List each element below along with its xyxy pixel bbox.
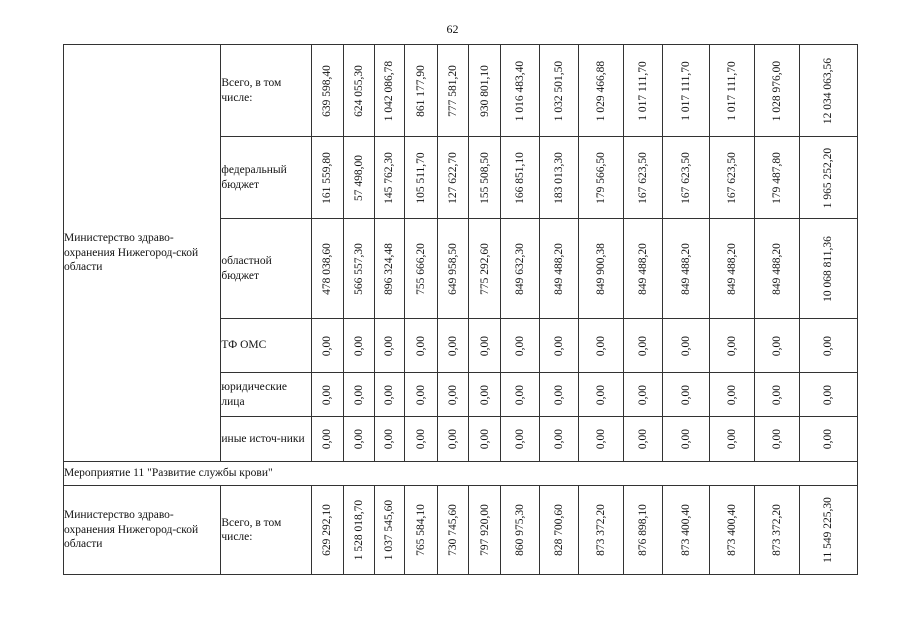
value-text: 775 292,60 [478,242,491,295]
value-text: 861 177,90 [414,64,427,117]
value-text: 860 975,30 [513,504,526,556]
funding-source-cell: Всего, в том числе: [221,45,311,137]
value-text: 873 400,40 [725,504,738,556]
value-cell [540,137,579,219]
value-cell [624,137,663,219]
value-cell [540,319,579,373]
value-text: 1 017 111,70 [679,60,692,121]
value-cell [404,417,437,462]
value-cell [311,486,343,575]
value-cell [540,45,579,137]
value-text: 849 488,20 [770,242,783,295]
value-text: 0,00 [725,428,738,450]
value-cell [374,137,404,219]
value-cell [468,137,500,219]
value-text: 0,00 [822,428,835,450]
value-text: 0,00 [414,428,427,450]
value-text: 167 623,50 [637,151,650,204]
value-cell [754,319,799,373]
value-text: 828 700,60 [553,504,566,556]
value-text: 0,00 [725,335,738,356]
value-cell [343,137,374,219]
value-cell [709,373,754,417]
value-cell [374,373,404,417]
value-cell [468,45,500,137]
value-text: 0,00 [352,384,365,405]
value-cell [754,486,799,575]
value-cell [374,486,404,575]
value-text: 777 581,20 [446,64,459,117]
value-cell [311,45,343,137]
value-cell [709,486,754,575]
value-text: 624 055,30 [352,64,365,117]
value-cell [709,417,754,462]
value-text: 0,00 [320,335,333,356]
value-cell [501,486,540,575]
value-text: 478 038,60 [320,242,333,295]
value-cell [343,319,374,373]
value-text: 873 372,20 [595,504,608,556]
value-text: 896 324,48 [383,242,396,295]
value-cell [501,219,540,319]
funding-source-cell: юридические лица [221,373,311,417]
value-text: 0,00 [679,384,692,405]
value-text: 0,00 [478,335,491,356]
value-cell [799,373,857,417]
value-text: 0,00 [446,428,459,450]
value-cell [579,45,624,137]
value-cell [754,137,799,219]
value-text: 0,00 [595,335,608,356]
value-cell [754,45,799,137]
value-cell [437,373,468,417]
value-text: 12 034 063,56 [822,57,835,124]
funding-source-cell: федеральный бюджет [221,137,311,219]
page-number: 62 [446,22,459,36]
value-cell [579,417,624,462]
value-cell [663,486,709,575]
value-text: 167 623,50 [725,151,738,204]
value-cell [709,45,754,137]
value-cell [468,486,500,575]
budget-table-body [64,45,858,575]
value-text: 1 029 466,88 [595,60,608,121]
value-cell [404,219,437,319]
value-cell [579,373,624,417]
funding-source-cell: ТФ ОМС [221,319,311,373]
value-text: 1 017 111,70 [637,60,650,121]
value-cell [437,486,468,575]
value-text: 849 632,30 [513,242,526,295]
value-cell [343,486,374,575]
value-text: 183 013,30 [553,151,566,204]
value-text: 145 762,30 [383,151,396,204]
value-cell [540,373,579,417]
activity-title: Мероприятие 11 "Развитие службы крови" [64,462,858,486]
value-text: 930 801,10 [478,64,491,117]
value-cell [624,417,663,462]
value-text: 167 623,50 [679,151,692,204]
value-cell [311,219,343,319]
value-text: 161 559,80 [320,151,333,204]
value-cell [709,219,754,319]
value-text: 797 920,00 [478,504,491,556]
value-cell [374,417,404,462]
value-text: 566 557,30 [352,242,365,295]
value-cell [404,137,437,219]
value-text: 0,00 [513,384,526,405]
value-text: 849 488,20 [679,242,692,295]
value-text: 105 511,70 [414,151,427,204]
value-text: 876 898,10 [637,504,650,556]
value-text: 629 292,10 [320,504,333,556]
value-cell [663,373,709,417]
value-cell [468,373,500,417]
value-text: 0,00 [637,428,650,450]
value-cell [663,319,709,373]
value-text: 0,00 [637,384,650,405]
value-text: 873 372,20 [770,504,783,556]
value-cell [343,45,374,137]
value-text: 0,00 [553,384,566,405]
value-cell [579,486,624,575]
value-cell [624,373,663,417]
value-cell [501,137,540,219]
value-cell [343,417,374,462]
value-cell [437,319,468,373]
value-cell [663,137,709,219]
value-text: 0,00 [637,335,650,356]
value-text: 0,00 [478,384,491,405]
activity-row [64,462,858,486]
value-text: 0,00 [383,335,396,356]
value-cell [624,45,663,137]
value-text: 0,00 [725,384,738,405]
value-text: 1 016 483,40 [513,60,526,121]
value-text: 0,00 [352,428,365,450]
value-cell [468,219,500,319]
value-text: 0,00 [383,384,396,405]
value-text: 0,00 [320,384,333,405]
value-cell [579,137,624,219]
value-cell [501,45,540,137]
value-cell [624,219,663,319]
value-cell [540,417,579,462]
value-cell [799,319,857,373]
value-cell [799,137,857,219]
value-cell [374,219,404,319]
value-cell [754,417,799,462]
value-text: 849 900,38 [595,242,608,295]
value-cell [624,319,663,373]
value-cell [468,319,500,373]
value-text: 0,00 [320,428,333,450]
value-cell [501,319,540,373]
value-cell [799,486,857,575]
value-text: 179 487,80 [770,151,783,204]
budget-table [63,44,858,575]
value-text: 1 017 111,70 [725,60,738,121]
value-text: 1 032 501,50 [553,60,566,121]
value-text: 1 965 252,20 [822,147,835,208]
value-cell [404,45,437,137]
value-cell [799,417,857,462]
value-cell [404,486,437,575]
value-text: 0,00 [553,428,566,450]
value-cell [311,319,343,373]
value-cell [311,417,343,462]
value-cell [663,417,709,462]
value-text: 755 666,20 [414,242,427,295]
table-row [64,45,858,137]
value-text: 0,00 [414,384,427,405]
value-cell [709,137,754,219]
value-text: 179 566,50 [595,151,608,204]
value-cell [437,417,468,462]
value-cell [663,219,709,319]
value-cell [501,373,540,417]
value-cell [624,486,663,575]
value-cell [374,45,404,137]
value-text: 10 068 811,36 [822,235,835,302]
value-text: 0,00 [595,384,608,405]
value-cell [754,219,799,319]
value-text: 0,00 [352,335,365,356]
value-text: 639 598,40 [320,64,333,117]
value-cell [540,219,579,319]
value-cell [754,373,799,417]
value-text: 0,00 [513,428,526,450]
value-text: 0,00 [679,335,692,356]
value-text: 0,00 [513,335,526,356]
value-text: 166 851,10 [513,151,526,204]
value-cell [579,219,624,319]
value-text: 0,00 [679,428,692,450]
value-cell [404,319,437,373]
value-cell [501,417,540,462]
value-text: 873 400,40 [679,504,692,556]
value-text: 730 745,60 [446,504,459,556]
value-cell [374,319,404,373]
value-text: 127 622,70 [446,151,459,204]
value-cell [343,373,374,417]
value-text: 0,00 [446,335,459,356]
value-cell [343,219,374,319]
value-text: 0,00 [822,384,835,405]
value-text: 1 028 976,00 [770,60,783,121]
value-text: 0,00 [770,384,783,405]
value-cell [663,45,709,137]
value-cell [437,45,468,137]
value-text: 0,00 [595,428,608,450]
value-text: 1 528 018,70 [352,499,365,561]
value-text: 849 488,20 [637,242,650,295]
value-cell [311,373,343,417]
value-text: 849 488,20 [725,242,738,295]
value-cell [540,486,579,575]
value-text: 0,00 [770,428,783,450]
value-text: 0,00 [553,335,566,356]
value-text: 0,00 [822,335,835,356]
value-text: 155 508,50 [478,151,491,204]
value-cell [437,137,468,219]
value-cell [311,137,343,219]
agency-cell: Министерство здраво-охранения Нижегород-ской области [64,486,221,575]
value-cell [404,373,437,417]
value-text: 0,00 [770,335,783,356]
value-text: 1 037 545,60 [383,499,396,561]
value-text: 0,00 [383,428,396,450]
funding-source-cell: иные источ-ники [221,417,311,462]
value-cell [709,319,754,373]
value-text: 11 549 225,30 [822,497,835,563]
value-text: 649 958,50 [446,242,459,295]
value-text: 0,00 [478,428,491,450]
value-text: 1 042 086,78 [383,60,396,121]
value-text: 57 498,00 [352,154,365,201]
table-row [64,486,858,575]
agency-cell: Министерство здраво-охранения Нижегород-ской области [64,45,221,462]
funding-source-cell: Всего, в том числе: [221,486,311,575]
value-text: 849 488,20 [553,242,566,295]
value-text: 0,00 [414,335,427,356]
value-cell [579,319,624,373]
value-cell [799,45,857,137]
value-text: 0,00 [446,384,459,405]
value-cell [468,417,500,462]
value-cell [437,219,468,319]
value-cell [799,219,857,319]
funding-source-cell: областной бюджет [221,219,311,319]
value-text: 765 584,10 [414,504,427,556]
